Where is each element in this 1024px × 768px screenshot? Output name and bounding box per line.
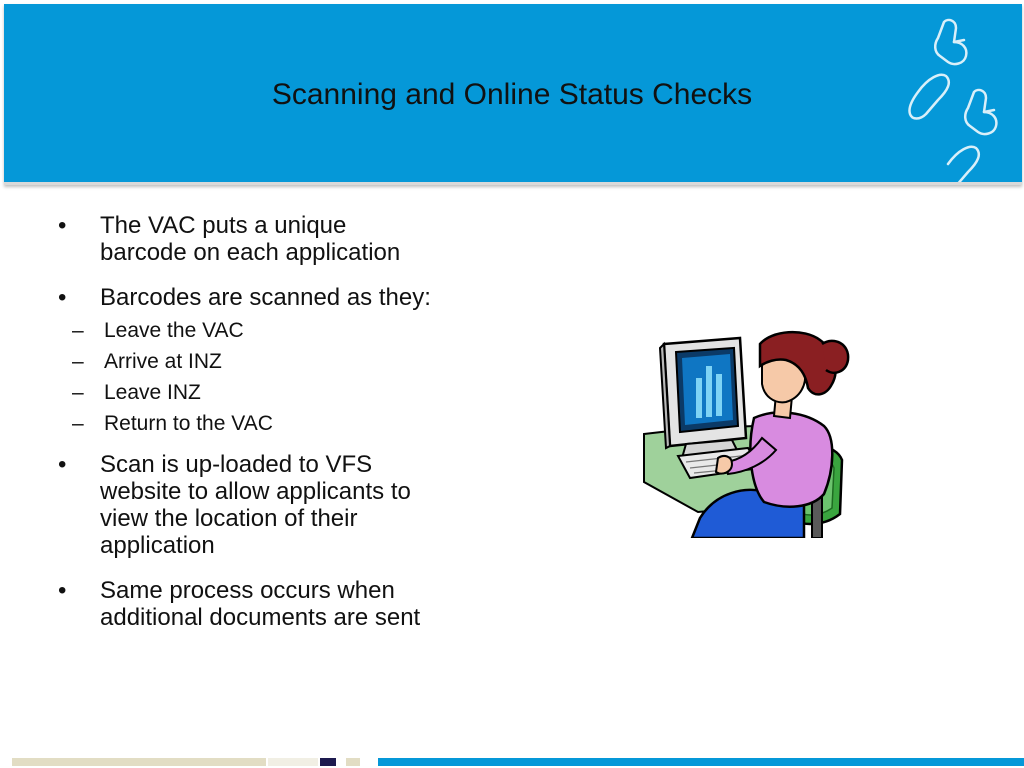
bullet-line: website to allow applicants to <box>100 478 411 505</box>
bullet-text <box>100 577 528 631</box>
bullet-item <box>58 284 528 439</box>
bullet-item <box>58 212 528 266</box>
bullet-line: view the location of their <box>100 505 358 532</box>
bullet-line: Barcodes are scanned as they: <box>100 284 431 311</box>
sub-marker: – <box>72 412 84 435</box>
bullet-text <box>100 451 528 559</box>
footer-segment <box>12 758 266 766</box>
bullet-text <box>100 284 528 311</box>
bullet-line: Same process occurs when <box>100 577 395 604</box>
woman-at-computer-clipart <box>636 322 852 538</box>
bullet-item <box>58 451 528 559</box>
footer-segment <box>320 758 336 766</box>
bullet-line: additional documents are sent <box>100 604 421 631</box>
footer-segment <box>268 758 318 766</box>
bullet-line: application <box>100 532 215 559</box>
footer-bar <box>0 756 1024 768</box>
sub-item <box>58 408 528 439</box>
sub-text: Return to the VAC <box>104 412 273 435</box>
bullet-marker: • <box>58 451 67 478</box>
bullet-marker: • <box>58 577 67 604</box>
sub-item <box>58 377 528 408</box>
sub-text: Leave the VAC <box>104 319 244 342</box>
bullet-list <box>58 212 528 649</box>
bullet-marker: • <box>58 284 67 311</box>
bullet-line: Scan is up-loaded to VFS <box>100 451 373 478</box>
sub-marker: – <box>72 350 84 373</box>
slide-title: Scanning and Online Status Checks <box>271 78 753 111</box>
bullet-text <box>100 212 528 266</box>
sub-marker: – <box>72 381 84 404</box>
sub-text: Arrive at INZ <box>104 350 222 373</box>
bullet-marker: • <box>58 212 67 239</box>
sub-item <box>58 315 528 346</box>
sub-item <box>58 346 528 377</box>
sub-marker: – <box>72 319 84 342</box>
sub-list <box>72 315 528 439</box>
bullet-line: The VAC puts a unique <box>100 212 347 239</box>
bullet-line: barcode on each application <box>100 239 401 266</box>
footer-segment <box>346 758 360 766</box>
bullet-item <box>58 577 528 631</box>
footer-segment <box>378 758 1024 766</box>
sub-text: Leave INZ <box>104 381 201 404</box>
